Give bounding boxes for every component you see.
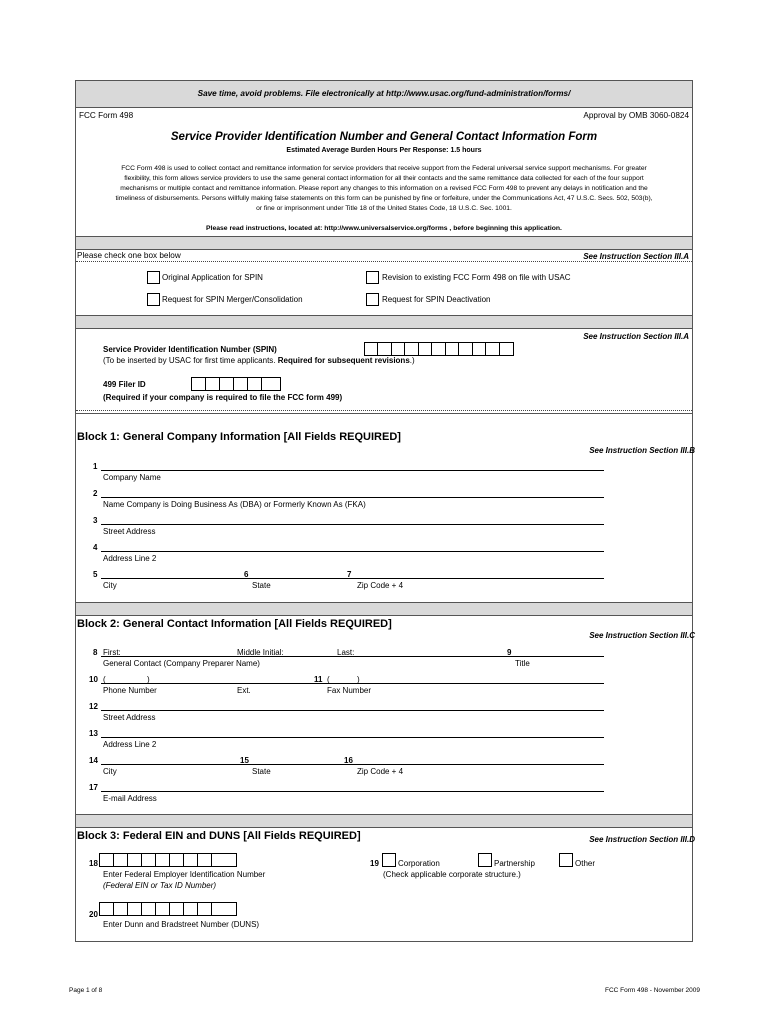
field-label: City <box>103 767 117 776</box>
contact-street-input[interactable] <box>101 710 604 711</box>
revision-label: Revision to existing FCC Form 498 on file with USAC <box>382 273 571 282</box>
field-label: Street Address <box>103 527 156 536</box>
filer-id-note: (Required if your company is required to file the FCC form 499) <box>103 393 343 402</box>
field-label: State <box>252 581 271 590</box>
field-label: State <box>252 767 271 776</box>
section-band <box>76 815 692 827</box>
check-prompt: Please check one box below <box>77 251 181 260</box>
contact-address2-input[interactable] <box>101 737 604 738</box>
divider <box>76 261 692 262</box>
middle-initial-label: Middle Initial: <box>237 648 284 657</box>
intro-line: FCC Form 498 is used to collect contact and remittance information for service providers that receive support from the Federal universal service support mechanisms. For greater <box>121 165 647 172</box>
structure-note: (Check applicable corporate structure.) <box>383 870 521 879</box>
block1-title: Block 1: General Company Information [All Fields REQUIRED] <box>77 431 401 443</box>
field-label: Address Line 2 <box>103 740 157 749</box>
field-number: 7 <box>347 570 352 579</box>
efile-banner: Save time, avoid problems. File electronically at http://www.usac.org/fund-administration/forms/ <box>197 89 571 98</box>
section-band <box>76 316 692 328</box>
field-number: 4 <box>93 543 98 552</box>
field-label: Name Company is Doing Business As (DBA) or Formerly Known As (FKA) <box>103 500 366 509</box>
spin-note-end: .) <box>409 356 415 365</box>
contact-city-state-zip-input[interactable] <box>101 764 604 765</box>
spin-note-text: (To be inserted by USAC for first time applicants. <box>103 356 278 365</box>
spin-note <box>103 356 415 365</box>
ein-note: (Federal EIN or Tax ID Number) <box>103 881 217 890</box>
paren: ( <box>327 675 330 684</box>
instruction-ref: See Instruction Section III.A <box>583 252 689 261</box>
read-instructions: Please read instructions, located at: http://www.universalservice.org/forms , before beginning this application. <box>206 225 562 232</box>
original-application-label: Original Application for SPIN <box>162 273 263 282</box>
spin-label: Service Provider Identification Number (SPIN) <box>103 345 277 354</box>
intro-line: or fine or imprisonment under Title 18 of the United States Code, 18 U.S.C. Sec. 1001. <box>256 205 512 212</box>
street-address-input[interactable] <box>101 524 604 525</box>
address-line2-input[interactable] <box>101 551 604 552</box>
field-label: General Contact (Company Preparer Name) <box>103 659 260 668</box>
paren: ) <box>147 675 150 684</box>
field-number: 18 <box>89 859 98 868</box>
field-number: 17 <box>89 783 98 792</box>
dba-input[interactable] <box>101 497 604 498</box>
instruction-ref: See Instruction Section III.A <box>583 332 689 341</box>
field-number: 11 <box>314 675 323 684</box>
deactivation-checkbox[interactable] <box>366 293 379 306</box>
divider <box>76 615 692 616</box>
corporation-checkbox[interactable] <box>382 853 396 867</box>
original-application-checkbox[interactable] <box>147 271 160 284</box>
instruction-ref: See Instruction Section III.C <box>589 631 695 640</box>
divider <box>76 410 692 411</box>
field-label: Address Line 2 <box>103 554 157 563</box>
field-number: 8 <box>93 648 98 657</box>
revision-checkbox[interactable] <box>366 271 379 284</box>
intro-line: mechanisms or multiple contact and remittance information. Please report any changes to this information on a revised FCC Form 498 to prevent any delays in notification and the <box>120 185 648 192</box>
omb-approval: Approval by OMB 3060-0824 <box>583 111 689 120</box>
form-id: FCC Form 498 <box>79 111 134 120</box>
field-number: 20 <box>89 910 98 919</box>
phone-fax-input[interactable] <box>101 683 604 684</box>
paren: ( <box>103 675 106 684</box>
block3-title: Block 3: Federal EIN and DUNS [All Fields REQUIRED] <box>77 830 361 842</box>
field-number: 9 <box>507 648 512 657</box>
partnership-label: Partnership <box>494 859 535 868</box>
instruction-ref: See Instruction Section III.D <box>589 835 695 844</box>
divider <box>76 107 692 108</box>
merger-label: Request for SPIN Merger/Consolidation <box>162 295 303 304</box>
field-label: E-mail Address <box>103 794 157 803</box>
burden-hours: Estimated Average Burden Hours Per Response: 1.5 hours <box>286 147 482 154</box>
page-number: Page 1 of 8 <box>69 987 103 994</box>
company-name-input[interactable] <box>101 470 604 471</box>
intro-line: timeliness of disbursements. Persons willfully making false statements on this form can be punished by fine or forfeiture, under the Communications Act, 47 U.S.C. Secs. 502, 503(b), <box>115 195 653 202</box>
field-label: Title <box>515 659 530 668</box>
first-name-label: First: <box>103 648 121 657</box>
instruction-ref: See Instruction Section III.B <box>589 446 695 455</box>
contact-name-input[interactable] <box>101 656 604 657</box>
divider <box>76 249 692 250</box>
merger-checkbox[interactable] <box>147 293 160 306</box>
field-number: 13 <box>89 729 98 738</box>
field-label: Fax Number <box>327 686 372 695</box>
field-number: 14 <box>89 756 98 765</box>
section-band <box>76 237 692 249</box>
paren: ) <box>357 675 360 684</box>
field-number: 12 <box>89 702 98 711</box>
duns-label: Enter Dunn and Bradstreet Number (DUNS) <box>103 920 260 929</box>
field-label: Ext. <box>237 686 251 695</box>
duns-input[interactable] <box>99 902 237 916</box>
field-label: Zip Code + 4 <box>357 581 404 590</box>
other-checkbox[interactable] <box>559 853 573 867</box>
field-number: 6 <box>244 570 249 579</box>
divider <box>76 413 692 414</box>
filer-id-input[interactable] <box>191 377 281 391</box>
field-number: 15 <box>240 756 249 765</box>
city-state-zip-input[interactable] <box>101 578 604 579</box>
other-label: Other <box>575 859 596 868</box>
form-title: Service Provider Identification Number and General Contact Information Form <box>170 131 598 143</box>
ein-input[interactable] <box>99 853 237 867</box>
field-label: Phone Number <box>103 686 157 695</box>
spin-note-required: Required for subsequent revisions <box>277 356 410 365</box>
section-band <box>76 603 692 615</box>
field-label: City <box>103 581 117 590</box>
field-number: 10 <box>89 675 98 684</box>
spin-input[interactable] <box>364 342 514 356</box>
field-label: Zip Code + 4 <box>357 767 404 776</box>
divider <box>76 827 692 828</box>
field-number: 16 <box>344 756 353 765</box>
field-number: 5 <box>93 570 98 579</box>
field-number: 1 <box>93 462 98 471</box>
field-number: 2 <box>93 489 98 498</box>
divider <box>76 328 692 329</box>
intro-line: flexibility, this form allows service providers to use the same general contact information for all their contacts and the same remittance data collected for each of the four support <box>124 175 644 182</box>
ein-label: Enter Federal Employer Identification Number <box>103 870 266 879</box>
partnership-checkbox[interactable] <box>478 853 492 867</box>
last-name-label: Last: <box>337 648 355 657</box>
block2-title: Block 2: General Contact Information [All Fields REQUIRED] <box>77 618 392 630</box>
deactivation-label: Request for SPIN Deactivation <box>382 295 491 304</box>
field-label: Company Name <box>103 473 161 482</box>
filer-id-label: 499 Filer ID <box>103 380 146 389</box>
field-label: Street Address <box>103 713 156 722</box>
form-edition: FCC Form 498 - November 2009 <box>604 987 700 994</box>
field-number: 19 <box>370 859 379 868</box>
field-number: 3 <box>93 516 98 525</box>
corporation-label: Corporation <box>398 859 440 868</box>
email-input[interactable] <box>101 791 604 792</box>
